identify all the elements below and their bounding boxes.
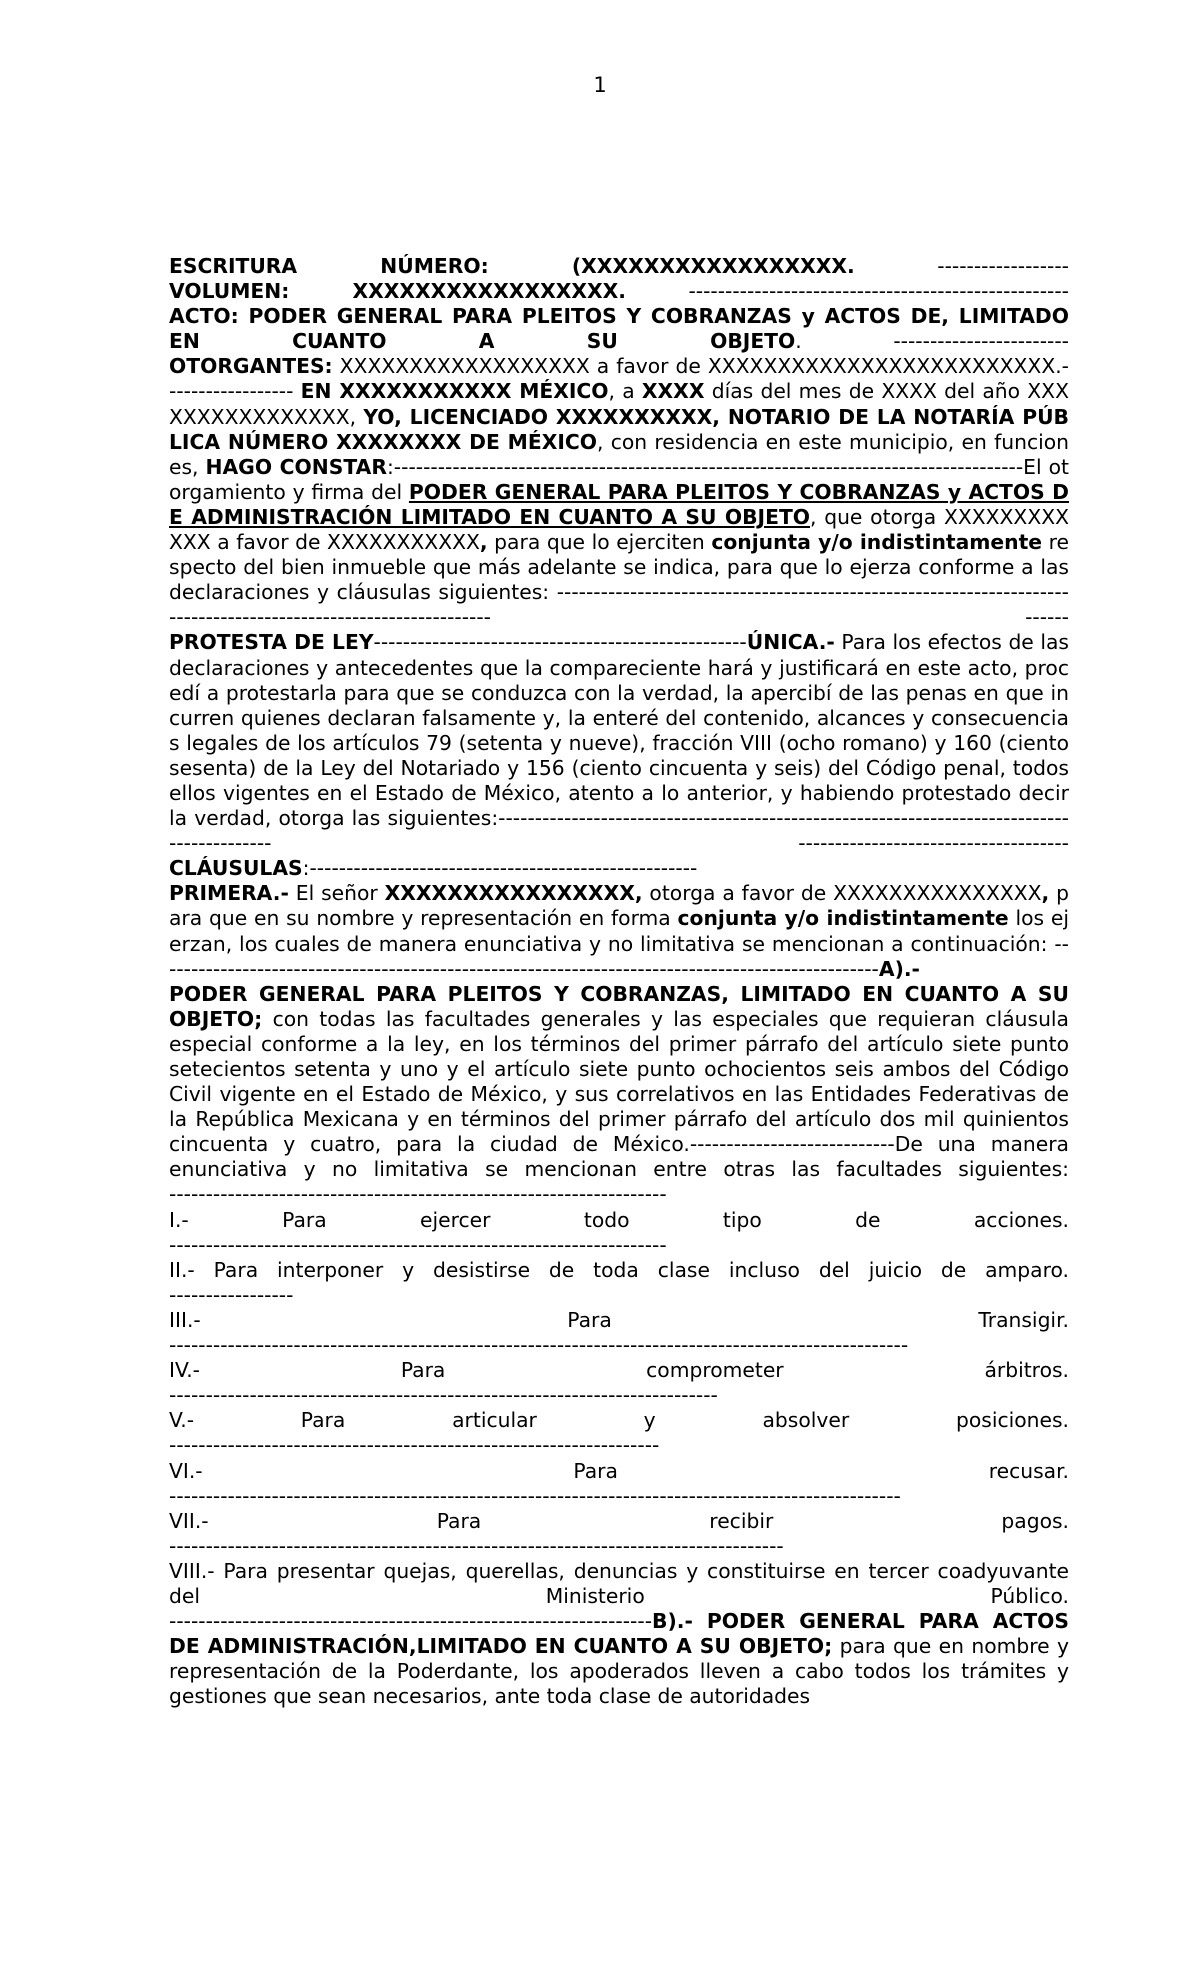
comma: ,: [1041, 881, 1050, 906]
text: El señor: [288, 881, 385, 906]
facultad-text: VIII.- Para presentar quejas, querellas, denuncias y constituirse en tercer coadyuvante del Ministerio Público.: [169, 1558, 1069, 1608]
facultad-item: [169, 1509, 1069, 1534]
separator: ----------------------------------------------------------------------------------------------------: [169, 1483, 901, 1508]
escritura-label: ESCRITURA NÚMERO: (XXXXXXXXXXXXXXXXX.: [169, 254, 855, 278]
text: días del mes de XXXX del año XXXXXXXXXXXXXXXX,: [169, 379, 1069, 429]
otorgantes-paragraph: [169, 354, 1069, 630]
day: XXXX: [641, 379, 705, 404]
volumen-label: VOLUMEN: XXXXXXXXXXXXXXXXX.: [169, 279, 626, 304]
primera-paragraph: [169, 881, 1069, 981]
text: para que en su nombre y representación en forma: [169, 881, 1070, 931]
protesta-text: Para los efectos de las declaraciones y antecedentes que la compareciente hará y justificará en este acto, procedí a protestarla para que se conduzca con la verdad, la apercibí de las penas en que incurren quienes declaran falsamente y, la enteré del contenido, alcances y consecuencias legales de los artículos 79 (setenta y nueve), fracción VIII (ocho romano) y 160 (ciento sesenta) de la Ley del Notariado y 156 (ciento cincuenta y seis) del Código penal, todos ellos vigentes en el Estado de México, atento a lo anterior, y habiendo protestado decir la verdad, otorga las siguientes:-------------------------------------------------------------------------------------------- -------------------------------------: [169, 630, 1069, 856]
notary: YO, LICENCIADO XXXXXXXXXX, NOTARIO DE LA NOTARÍA PÚBLICA NÚMERO XXXXXXXX DE MÉXICO: [169, 404, 1069, 454]
facultad-item: [169, 1182, 1069, 1207]
facultad-text: III.- Para Transigir.: [169, 1307, 1069, 1332]
clausulas-heading: CLÁUSULAS: [169, 856, 303, 881]
hago-constar: HAGO CONSTAR: [205, 454, 387, 479]
separator: -----------------------------------------------------------------------------------------------------: [169, 1333, 909, 1358]
poder-b-heading: B).- PODER GENERAL PARA ACTOS DE ADMINISTRACIÓN,LIMITADO EN CUANTO A SU OBJETO;: [169, 1609, 1069, 1659]
poder-a-text: con todas las facultades generales y las especiales que requieran cláusula especial conforme a la ley, en los términos del primer párrafo del artículo siete punto setecientos setenta y uno y el artículo siete punto ochocientos seis ambos del Código Civil vigente en el Estado de México, y sus correlativos en las Entidades Federativas de la República Mexicana y en términos del primer párrafo del artículo dos mil quinientos cincuenta y cuatro, para la ciudad de México.----------------------------De una manera enunciativa y no limitativa se mencionan entre otras las facultades siguientes:: [169, 1006, 1069, 1182]
facultad-text: VI.- Para recusar.: [169, 1458, 1069, 1483]
facultad-item: [169, 1283, 1069, 1308]
facultad-item: [169, 1333, 1069, 1358]
document-body: [169, 254, 1069, 1709]
separator: -----------------: [169, 1282, 294, 1307]
separator: :-----------------------------------------------------: [302, 856, 698, 881]
separator: ----------------------------------------------------: [688, 279, 1069, 304]
poder-a-heading: PODER GENERAL PARA PLEITOS Y COBRANZAS, LIMITADO EN CUANTO A SU OBJETO;: [169, 981, 1069, 1031]
poder-b-paragraph: [169, 1609, 1069, 1709]
text: para que lo ejerciten: [487, 530, 712, 555]
separator: --------------------------------------------------------------------: [169, 1232, 667, 1257]
acto-label: ACTO: PODER GENERAL PARA PLEITOS Y COBRANZAS y ACTOS DE, LIMITADO EN CUANTO A SU OBJETO: [169, 304, 1069, 354]
escritura-line: [169, 254, 1069, 279]
facultad-item: [169, 1459, 1069, 1484]
text: :--------------------------------------------------------------------------------------El otorgamiento y firma del: [169, 454, 1069, 504]
separator: . ------------------------: [795, 329, 1069, 354]
name: XXXXXXXXXXXXXXXX,: [384, 881, 643, 906]
acto-paragraph: [169, 304, 1069, 354]
primera-label: PRIMERA.-: [169, 881, 289, 906]
page-number: 1: [593, 73, 607, 97]
facultad-item: [169, 1534, 1069, 1559]
facultad-item: [169, 1308, 1069, 1333]
separator: ------------------: [937, 254, 1069, 278]
clausulas-line: [169, 856, 1069, 881]
text: , que otorga XXXXXXXXXXXX a favor de XXXXXXXXXXX: [169, 504, 1069, 555]
facultad-item: [169, 1258, 1069, 1283]
text: otorga a favor de XXXXXXXXXXXXXXX: [642, 881, 1042, 906]
facultad-text: II.- Para interponer y desistirse de toda clase incluso del juicio de amparo.: [169, 1257, 1069, 1282]
facultad-item: [169, 1383, 1069, 1408]
location: EN XXXXXXXXXXX MÉXICO: [300, 379, 609, 404]
protesta-paragraph: [169, 630, 1069, 856]
separator: -------------------------------------------------------------------: [169, 1433, 660, 1458]
facultad-item: [169, 1484, 1069, 1509]
facultad-item: [169, 1433, 1069, 1458]
poder-title: PODER GENERAL PARA PLEITOS Y COBRANZAS y ACTOS DE ADMINISTRACIÓN LIMITADO EN CUANTO A SU OBJETO: [169, 479, 1069, 529]
separator: ------------------------------------------------------------------: [169, 1609, 653, 1634]
unica-label: ÚNICA.-: [746, 630, 835, 655]
text: , con residencia en este municipio, en funciones,: [169, 429, 1069, 479]
otorgantes-label: OTORGANTES:: [169, 354, 333, 379]
separator: --------------------------------------------------------------------: [169, 1182, 667, 1207]
separator: ---------------------------------------------------: [373, 630, 747, 655]
facultad-item: [169, 1358, 1069, 1383]
facultad-item: [169, 1408, 1069, 1433]
poder-b-text: para que en nombre y representación de la Poderdante, los apoderados lleven a cabo todos los trámites y gestiones que sean necesarios, ante toda clase de autoridades: [169, 1634, 1070, 1709]
facultades-list: [169, 1182, 1069, 1609]
conjunta: conjunta y/o indistintamente: [711, 530, 1043, 555]
text: respecto del bien inmueble que más adelante se indica, para que lo ejerza conforme a las declaraciones y cláusulas siguientes: ------------------------------------------------------------------------------------------------------------------ ------: [169, 530, 1069, 630]
separator: ------------------------------------------------------------------------------------: [169, 1533, 784, 1558]
separator: ---------------------------------------------------------------------------: [169, 1383, 718, 1408]
volumen-line: [169, 279, 1069, 304]
facultad-item: [169, 1233, 1069, 1258]
comma: ,: [479, 530, 488, 555]
text: , a: [608, 379, 642, 404]
poder-a-paragraph: [169, 982, 1069, 1183]
otorgantes-text: XXXXXXXXXXXXXXXXXX a favor de XXXXXXXXXXXXXXXXXXXXXXXXX.------------------: [169, 354, 1069, 404]
facultad-text: V.- Para articular y absolver posiciones.: [169, 1408, 1069, 1433]
facultad-item: [169, 1559, 1069, 1609]
facultad-text: IV.- Para comprometer árbitros.: [169, 1358, 1069, 1383]
text: los ejerzan, los cuales de manera enunciativa y no limitativa se mencionan a continuación: ---------------------------------------------------------------------------------------------------: [169, 906, 1069, 981]
section-a-label: A).-: [878, 956, 920, 981]
conjunta: conjunta y/o indistintamente: [677, 906, 1009, 931]
facultad-text: VII.- Para recibir pagos.: [169, 1508, 1069, 1533]
facultad-item: [169, 1208, 1069, 1233]
protesta-heading: PROTESTA DE LEY: [169, 630, 374, 655]
facultad-text: I.- Para ejercer todo tipo de acciones.: [169, 1207, 1069, 1232]
